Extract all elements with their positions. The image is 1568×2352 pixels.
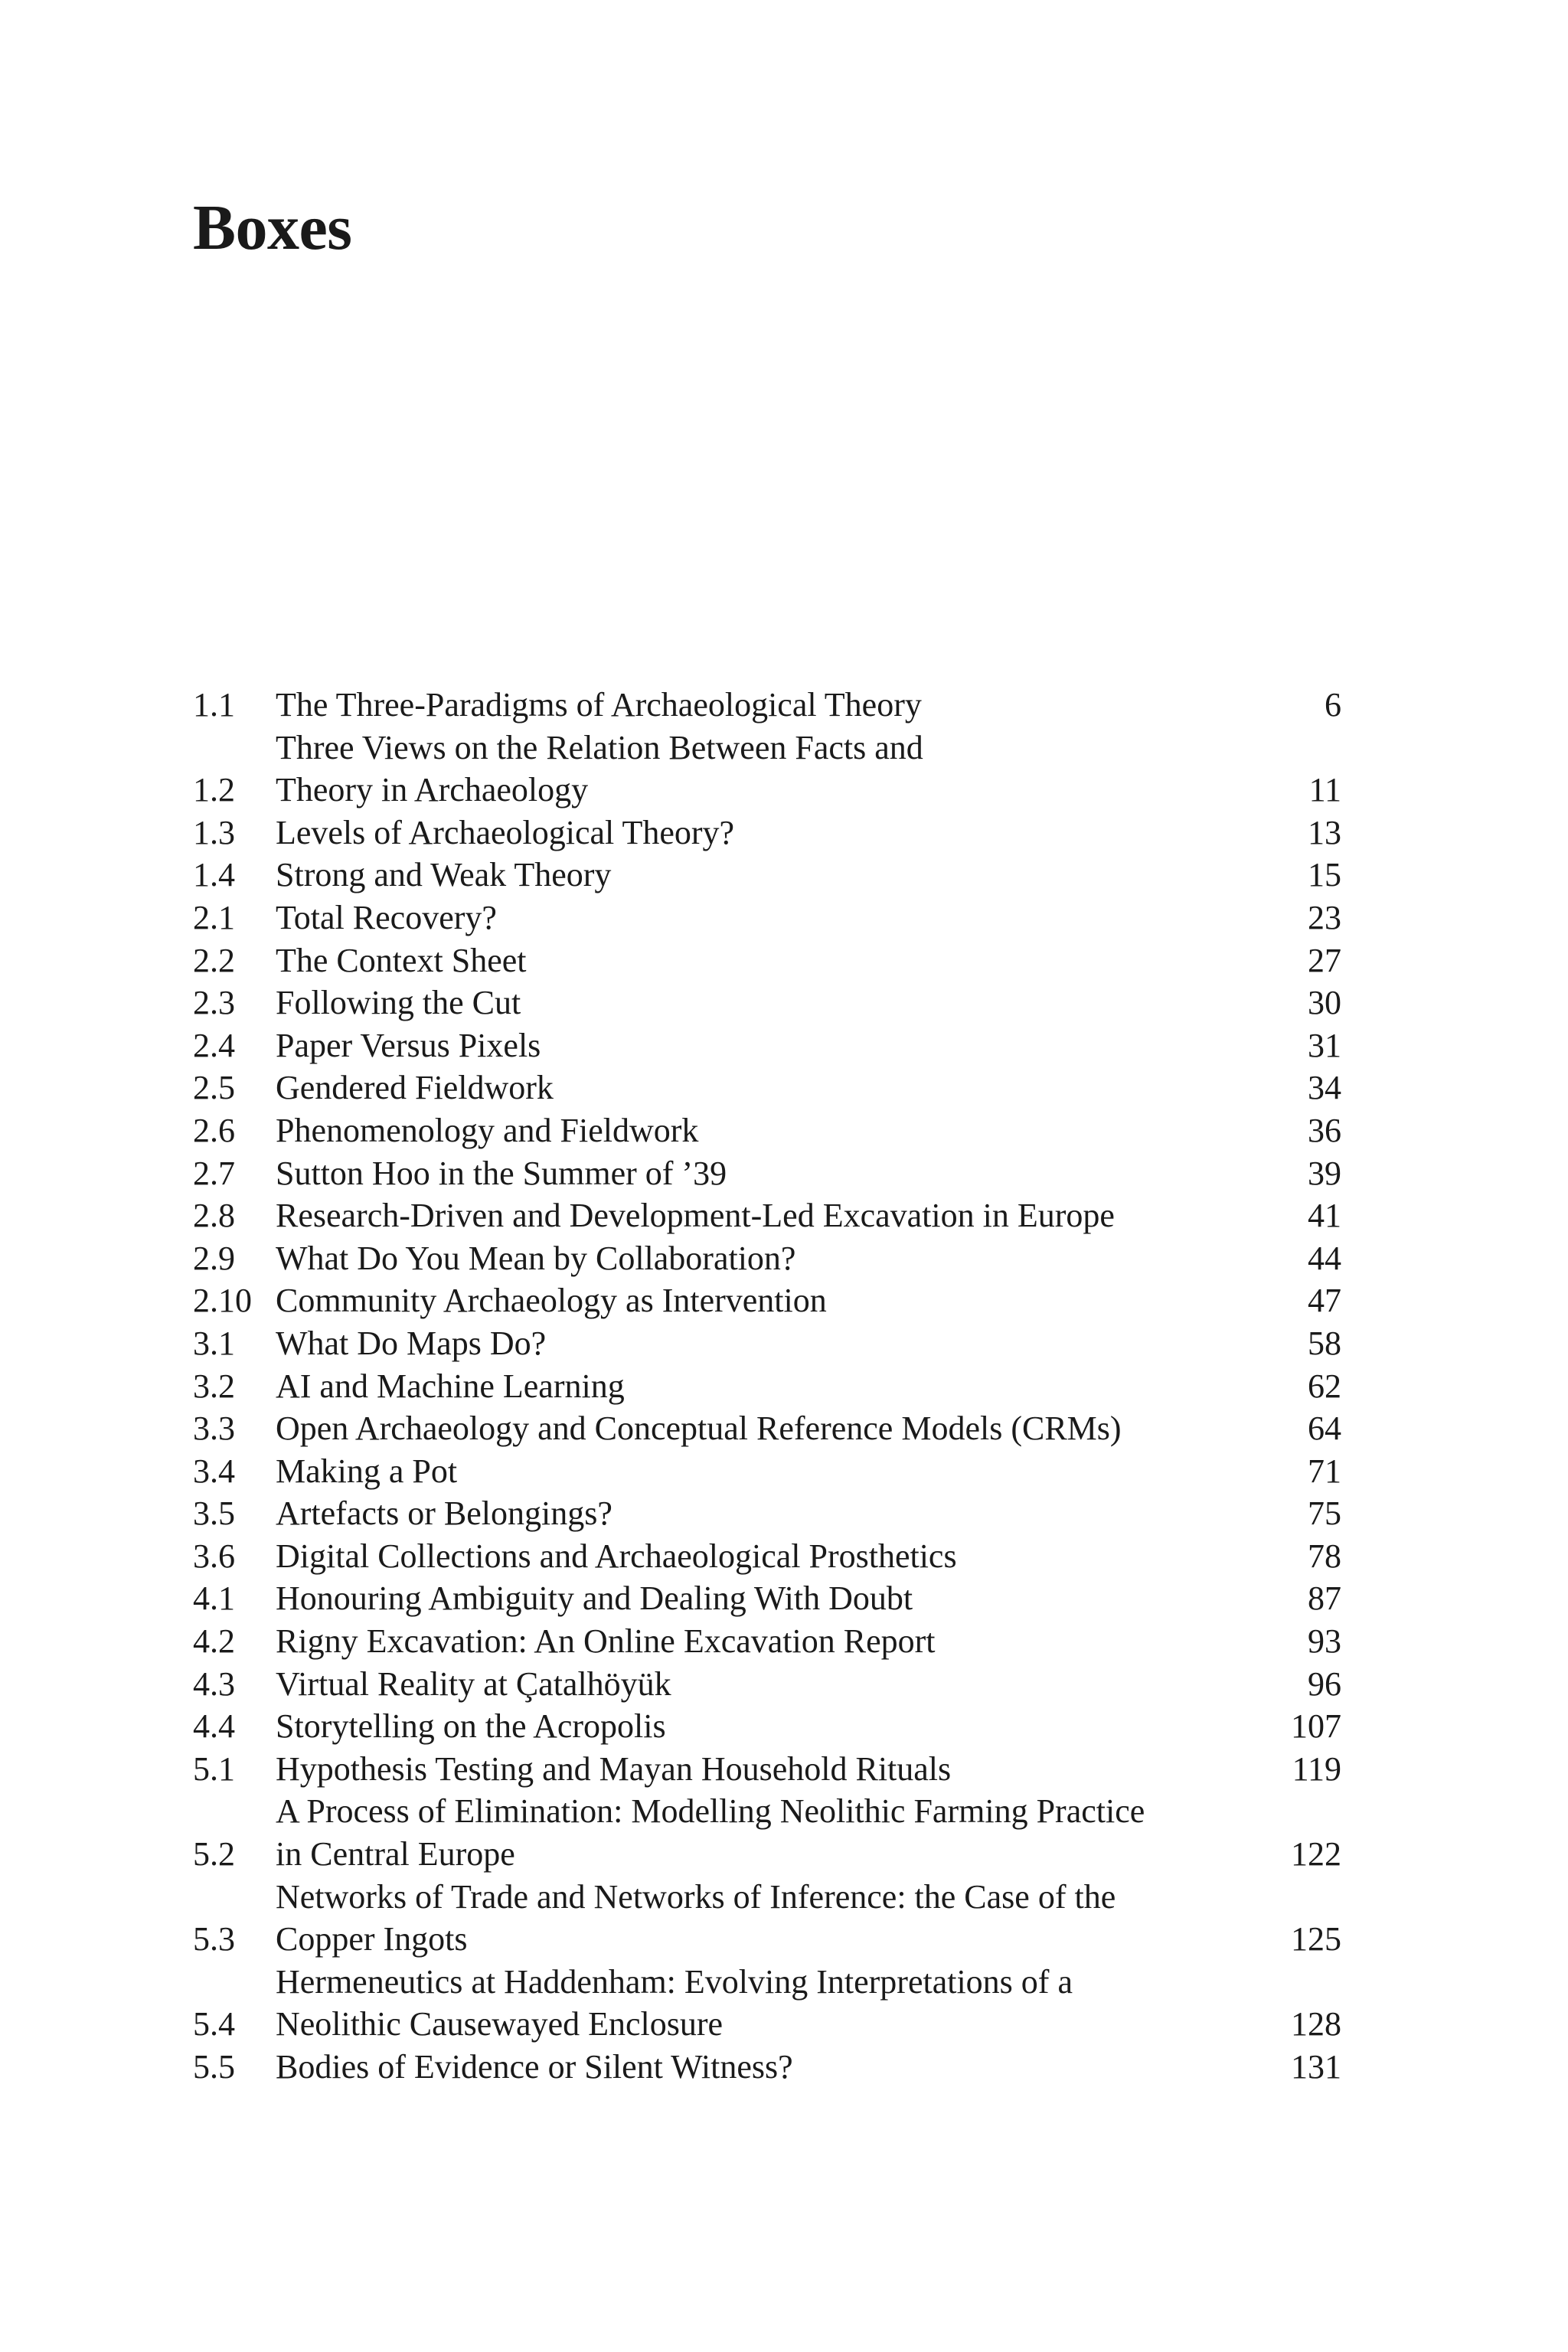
list-item: [193, 1535, 1341, 1578]
page-number: 107: [1291, 1707, 1341, 1746]
box-title: [276, 854, 1234, 897]
box-number: 1.1: [193, 686, 235, 724]
box-title-line: Hermeneutics at Haddenham: Evolving Interpretations of a: [276, 1962, 1073, 2001]
box-title-line: The Three-Paradigms of Archaeological Theory: [276, 686, 922, 724]
box-title-line: Storytelling on the Acropolis: [276, 1707, 666, 1746]
box-number: 4.2: [193, 1622, 235, 1661]
page-number: 64: [1308, 1410, 1341, 1448]
page-title: Boxes: [193, 192, 352, 263]
box-number: 5.4: [193, 2005, 235, 2043]
box-title-line: Sutton Hoo in the Summer of ’39: [276, 1154, 727, 1192]
page-number: 62: [1308, 1367, 1341, 1405]
page-number: 23: [1308, 898, 1341, 936]
box-number: 3.3: [193, 1410, 235, 1448]
box-title-line: Levels of Archaeological Theory?: [276, 813, 735, 851]
list-item: [193, 897, 1341, 939]
box-number: 5.1: [193, 1749, 235, 1788]
box-title-line: in Central Europe: [276, 1835, 515, 1873]
box-title-line: Following the Cut: [276, 984, 521, 1022]
list-item: [193, 684, 1341, 727]
box-number: 1.4: [193, 856, 235, 894]
list-item: [193, 982, 1341, 1024]
box-title: [276, 1067, 1234, 1109]
list-item: [193, 1024, 1341, 1067]
list-item: [193, 1705, 1341, 1748]
list-item: [193, 1620, 1341, 1663]
box-title-line: What Do Maps Do?: [276, 1324, 547, 1362]
box-number: 2.10: [193, 1282, 252, 1320]
list-item: [193, 1492, 1341, 1535]
box-title-line: Three Views on the Relation Between Facts and: [276, 728, 923, 766]
box-title: [276, 939, 1234, 982]
box-title: [276, 1152, 1234, 1195]
list-item: [193, 1790, 1341, 1875]
box-number: 2.6: [193, 1111, 235, 1149]
box-title-line: A Process of Elimination: Modelling Neolithic Farming Practice: [276, 1792, 1145, 1831]
box-title-line: Bodies of Evidence or Silent Witness?: [276, 2048, 793, 2086]
box-title: [276, 1620, 1234, 1663]
page-number: 122: [1291, 1835, 1341, 1873]
list-item: [193, 1450, 1341, 1493]
page-number: 44: [1308, 1239, 1341, 1277]
page-number: 11: [1308, 771, 1341, 809]
box-title-line: Digital Collections and Archaeological Prosthetics: [276, 1537, 957, 1575]
box-title: [276, 1322, 1234, 1365]
page-number: 58: [1308, 1324, 1341, 1362]
list-item: [193, 1279, 1341, 1322]
list-item: [193, 1407, 1341, 1450]
box-title: [276, 727, 1234, 812]
page-number: 36: [1308, 1111, 1341, 1149]
box-title-line: Artefacts or Belongings?: [276, 1494, 612, 1533]
list-item: [193, 1152, 1341, 1195]
box-title-line: Virtual Reality at Çatalhöyük: [276, 1664, 671, 1703]
page-number: 30: [1308, 984, 1341, 1022]
list-item: [193, 1365, 1341, 1408]
page-number: 34: [1308, 1069, 1341, 1107]
box-number: 1.2: [193, 771, 235, 809]
box-title-line: Total Recovery?: [276, 898, 497, 936]
box-number: 1.3: [193, 813, 235, 851]
box-title-line: Hypothesis Testing and Mayan Household Rituals: [276, 1749, 952, 1788]
box-title-line: Theory in Archaeology: [276, 771, 589, 809]
box-title-line: Neolithic Causewayed Enclosure: [276, 2005, 724, 2043]
boxes-list: [193, 684, 1341, 2089]
page-number: 93: [1308, 1622, 1341, 1661]
box-title: [276, 1663, 1234, 1706]
box-number: 4.1: [193, 1579, 235, 1618]
box-title-line: Honouring Ambiguity and Dealing With Doubt: [276, 1579, 913, 1618]
box-number: 5.3: [193, 1920, 235, 1958]
box-title: [276, 1748, 1234, 1791]
page-number: 87: [1308, 1579, 1341, 1618]
box-title: [276, 684, 1234, 727]
page-number: 131: [1291, 2048, 1341, 2086]
box-number: 2.2: [193, 941, 235, 979]
page-number: 75: [1308, 1494, 1341, 1533]
box-title: [276, 1365, 1234, 1408]
page-number: 78: [1308, 1537, 1341, 1575]
list-item: [193, 1237, 1341, 1280]
list-item: [193, 812, 1341, 854]
page-number: 41: [1308, 1197, 1341, 1235]
box-number: 3.4: [193, 1452, 235, 1490]
list-item: [193, 1876, 1341, 1961]
box-number: 3.2: [193, 1367, 235, 1405]
box-title: [276, 1109, 1234, 1152]
list-item: [193, 939, 1341, 982]
box-title: [276, 982, 1234, 1024]
box-title: [276, 1194, 1234, 1237]
list-item: [193, 1748, 1341, 1791]
box-title: [276, 1535, 1234, 1578]
list-item: [193, 1109, 1341, 1152]
box-title-line: Community Archaeology as Intervention: [276, 1282, 827, 1320]
box-title-line: Rigny Excavation: An Online Excavation Report: [276, 1622, 936, 1661]
list-item: [193, 2046, 1341, 2089]
box-title-line: Making a Pot: [276, 1452, 458, 1490]
page-number: 47: [1308, 1282, 1341, 1320]
list-item: [193, 1322, 1341, 1365]
box-title-line: AI and Machine Learning: [276, 1367, 625, 1405]
box-number: 2.5: [193, 1069, 235, 1107]
box-title: [276, 1705, 1234, 1748]
page-number: 13: [1308, 813, 1341, 851]
box-number: 5.2: [193, 1835, 235, 1873]
page-number: 27: [1308, 941, 1341, 979]
box-title: [276, 1450, 1234, 1493]
box-number: 4.3: [193, 1664, 235, 1703]
list-item: [193, 1067, 1341, 1109]
box-number: 2.9: [193, 1239, 235, 1277]
page-number: 15: [1308, 856, 1341, 894]
page-number: 125: [1291, 1920, 1341, 1958]
box-title: [276, 1577, 1234, 1620]
box-number: 5.5: [193, 2048, 235, 2086]
box-title: [276, 812, 1234, 854]
box-number: 3.5: [193, 1494, 235, 1533]
box-number: 2.4: [193, 1026, 235, 1064]
list-item: [193, 1194, 1341, 1237]
box-number: 2.8: [193, 1197, 235, 1235]
page-number: 39: [1308, 1154, 1341, 1192]
box-title-line: Phenomenology and Fieldwork: [276, 1111, 699, 1149]
box-title: [276, 2046, 1234, 2089]
box-title-line: The Context Sheet: [276, 941, 527, 979]
box-title: [276, 897, 1234, 939]
box-number: 3.6: [193, 1537, 235, 1575]
box-title: [276, 1279, 1234, 1322]
box-title-line: Open Archaeology and Conceptual Reference Models (CRMs): [276, 1410, 1122, 1448]
box-title: [276, 1407, 1234, 1450]
box-title-line: Copper Ingots: [276, 1920, 468, 1958]
page-number: 119: [1292, 1749, 1341, 1788]
page-number: 96: [1308, 1664, 1341, 1703]
page-number: 6: [1325, 686, 1341, 724]
box-title: [276, 1492, 1234, 1535]
box-number: 4.4: [193, 1707, 235, 1746]
box-title-line: Gendered Fieldwork: [276, 1069, 554, 1107]
page-number: 31: [1308, 1026, 1341, 1064]
box-number: 2.3: [193, 984, 235, 1022]
page-number: 71: [1308, 1452, 1341, 1490]
box-title-line: Networks of Trade and Networks of Inference: the Case of the: [276, 1877, 1116, 1916]
box-title: [276, 1237, 1234, 1280]
list-item: [193, 1961, 1341, 2046]
box-title-line: What Do You Mean by Collaboration?: [276, 1239, 796, 1277]
box-number: 3.1: [193, 1324, 235, 1362]
box-title: [276, 1961, 1234, 2046]
page-number: 128: [1291, 2005, 1341, 2043]
list-item: [193, 1577, 1341, 1620]
list-item: [193, 727, 1341, 812]
box-number: 2.1: [193, 898, 235, 936]
box-title: [276, 1790, 1234, 1875]
box-title-line: Research-Driven and Development-Led Excavation in Europe: [276, 1197, 1115, 1235]
list-item: [193, 854, 1341, 897]
box-title-line: Paper Versus Pixels: [276, 1026, 541, 1064]
box-number: 2.7: [193, 1154, 235, 1192]
box-title: [276, 1024, 1234, 1067]
list-item: [193, 1663, 1341, 1706]
box-title-line: Strong and Weak Theory: [276, 856, 612, 894]
box-title: [276, 1876, 1234, 1961]
